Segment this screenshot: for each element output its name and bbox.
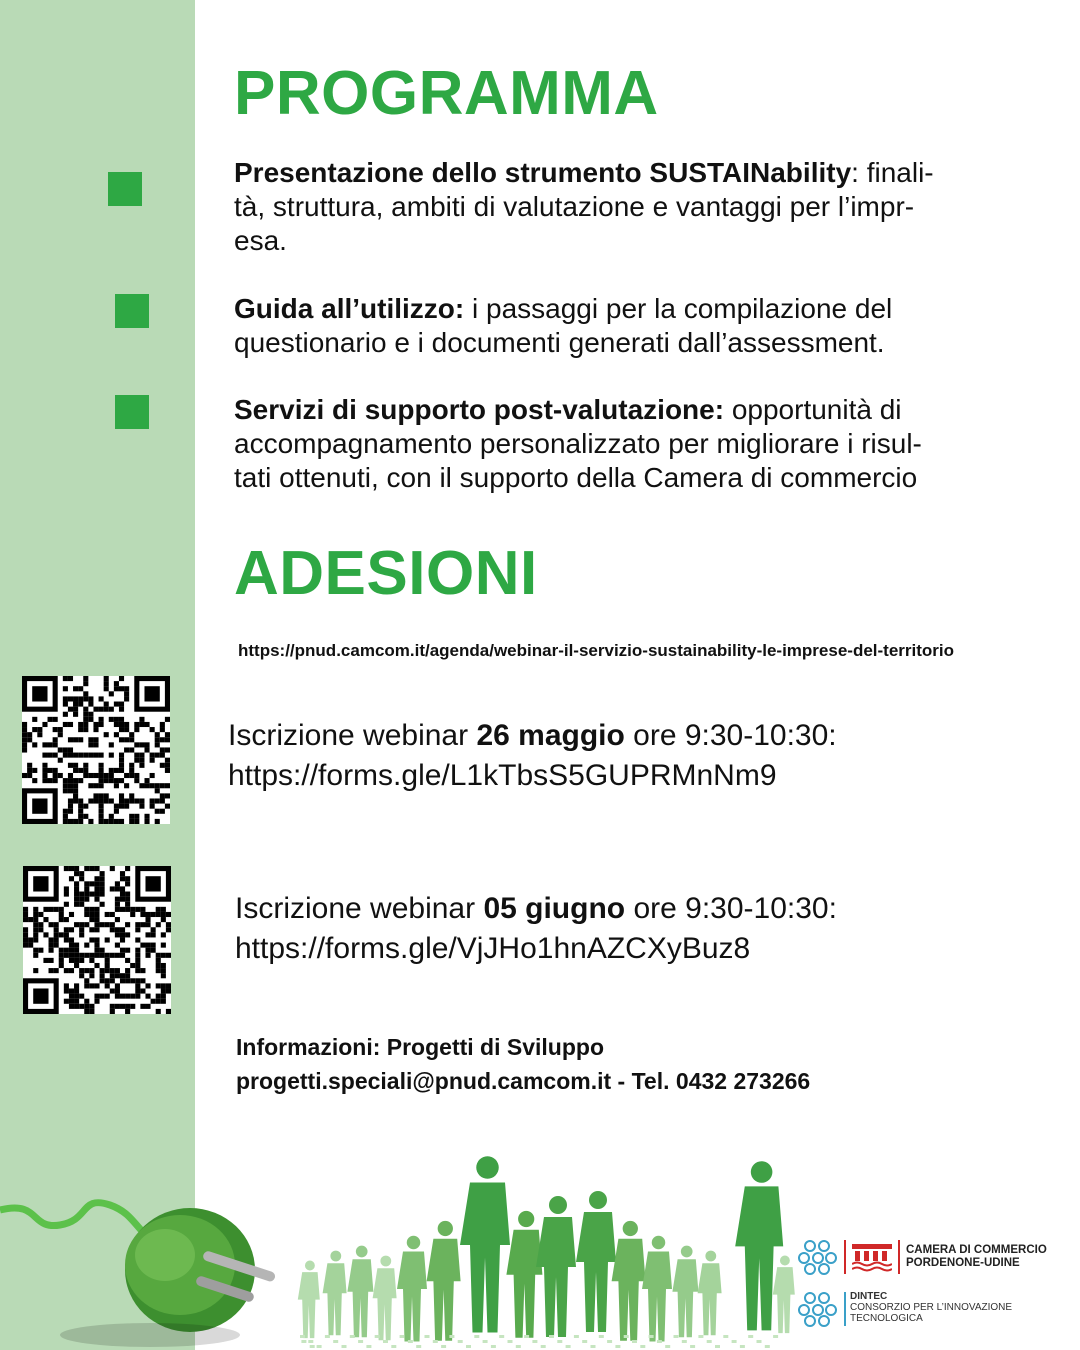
- info-line-2[interactable]: progetti.speciali@pnud.camcom.it - Tel. 0432 273266: [236, 1068, 811, 1094]
- item-3-line3: tati ottenuti, con il supporto della Camera di commercio: [234, 462, 918, 493]
- programma-title: PROGRAMMA: [234, 59, 659, 128]
- item-2-bold: Guida all’utilizzo:: [234, 293, 465, 324]
- item-1-bold: Presentazione dello strumento SUSTAINability: [234, 157, 852, 188]
- webinar-1: [228, 716, 837, 796]
- adesioni-title: ADESIONI: [234, 539, 538, 608]
- qr-code-1: [22, 676, 170, 824]
- bullet-1: [108, 172, 142, 206]
- dintec-line-1: DINTEC: [850, 1291, 888, 1302]
- item-1-rest: : finali-: [851, 157, 934, 188]
- network-icon: [798, 1236, 838, 1276]
- green-plug-illustration: [0, 1180, 290, 1350]
- left-sidebar: [0, 0, 195, 1350]
- webinar-2-prefix: Iscrizione webinar: [235, 892, 484, 925]
- people-crowd-illustration: [280, 1150, 800, 1350]
- programma-item-1: [234, 156, 1044, 258]
- dintec-logo: [798, 1288, 1068, 1330]
- camera-line-1: CAMERA DI COMMERCIO: [906, 1244, 1047, 1256]
- camera-commercio-logo: [798, 1236, 1068, 1278]
- bullet-2: [115, 294, 149, 328]
- programma-item-3: [234, 393, 1044, 495]
- webinar-1-link[interactable]: https://forms.gle/L1kTbsS5GUPRMnNm9: [228, 759, 777, 792]
- bullet-3: [115, 395, 149, 429]
- webinar-2-link[interactable]: https://forms.gle/VjJHo1hnAZCXyBuz8: [235, 932, 751, 965]
- webinar-2-suffix: ore 9:30-10:30:: [625, 892, 837, 925]
- item-2-line2: questionario e i documenti generati dall’assessment.: [234, 327, 885, 358]
- item-3-rest: opportunità di: [724, 394, 902, 425]
- camera-line-2: PORDENONE-UDINE: [906, 1257, 1020, 1269]
- webinar-1-prefix: Iscrizione webinar: [228, 719, 477, 752]
- programma-item-2: [234, 292, 1044, 360]
- dintec-line-2: CONSORZIO PER L’INNOVAZIONE: [850, 1302, 1013, 1313]
- qr-code-2: [23, 866, 171, 1014]
- item-3-line2: accompagnamento personalizzato per migliorare i risul-: [234, 428, 922, 459]
- webinar-2-date: 05 giugno: [483, 892, 626, 925]
- item-3-bold: Servizi di supporto post-valutazione:: [234, 394, 725, 425]
- item-2-rest: i passaggi per la compilazione del: [464, 293, 893, 324]
- network-icon-2: [798, 1288, 838, 1328]
- info-line-1: Informazioni: Progetti di Sviluppo: [236, 1034, 604, 1060]
- item-1-line2: tà, struttura, ambiti di valutazione e vantaggi per l’impr-: [234, 191, 915, 222]
- camera-building-icon: [852, 1244, 892, 1272]
- contact-info: [236, 1030, 810, 1098]
- webinar-2: [235, 889, 837, 969]
- webinar-1-date: 26 maggio: [476, 719, 625, 752]
- agenda-link[interactable]: https://pnud.camcom.it/agenda/webinar-il-servizio-sustainability-le-imprese-del-territorio: [238, 641, 955, 660]
- dintec-line-3: TECNOLOGICA: [850, 1313, 923, 1324]
- webinar-1-suffix: ore 9:30-10:30:: [624, 719, 837, 752]
- item-1-line3: esa.: [234, 225, 287, 256]
